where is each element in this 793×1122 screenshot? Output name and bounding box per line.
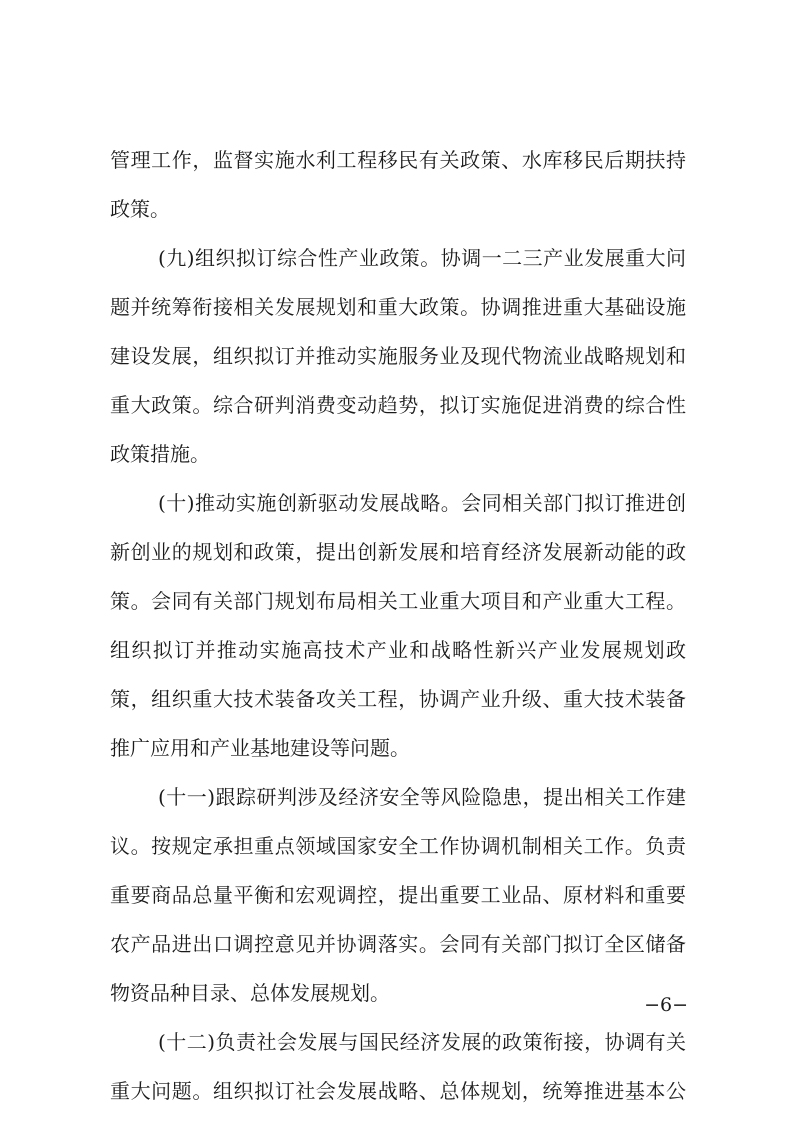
text-line: (十一)跟踪研判涉及经济安全等风险隐患，提出相关工作建 (158, 785, 686, 809)
text-line: 建设发展，组织拟订并推动实施服务业及现代物流业战略规划和 (110, 344, 686, 368)
text-line: 新创业的规划和政策，提出创新发展和培育经济发展新动能的政 (110, 540, 686, 564)
text-line: 农产品进出口调控意见并协调落实。会同有关部门拟订全区储备 (110, 932, 686, 956)
text-line: 管理工作，监督实施水利工程移民有关政策、水库移民后期扶持 (110, 148, 686, 172)
text-line: 题并统筹衔接相关发展规划和重大政策。协调推进重大基础设施 (110, 295, 686, 319)
paragraph (110, 234, 686, 479)
text-line: 政策措施。 (110, 442, 210, 466)
paragraph (110, 136, 686, 234)
text-line: 重大政策。综合研判消费变动趋势，拟订实施促进消费的综合性 (110, 393, 686, 417)
body-text (110, 136, 686, 1116)
paragraph (110, 773, 686, 1018)
text-line: 政策。 (110, 197, 170, 221)
paragraph (110, 479, 686, 773)
text-line: 重大问题。组织拟订社会发展战略、总体规划，统筹推进基本公 (110, 1079, 686, 1103)
page-number: −6− (644, 994, 688, 1016)
text-line: 议。按规定承担重点领域国家安全工作协调机制相关工作。负责 (110, 834, 686, 858)
text-line: (九)组织拟订综合性产业政策。协调一二三产业发展重大问 (158, 246, 686, 270)
text-line: (十二)负责社会发展与国民经济发展的政策衔接，协调有关 (158, 1030, 686, 1054)
text-line: 组织拟订并推动实施高技术产业和战略性新兴产业发展规划政 (110, 638, 686, 662)
text-line: 策。会同有关部门规划布局相关工业重大项目和产业重大工程。 (110, 589, 686, 613)
text-line: 策，组织重大技术装备攻关工程，协调产业升级、重大技术装备 (110, 687, 686, 711)
text-line: 物资品种目录、总体发展规划。 (110, 981, 390, 1005)
text-line: (十)推动实施创新驱动发展战略。会同相关部门拟订推进创 (158, 491, 686, 515)
paragraph (110, 1018, 686, 1116)
text-line: 重要商品总量平衡和宏观调控，提出重要工业品、原材料和重要 (110, 883, 686, 907)
text-line: 推广应用和产业基地建设等问题。 (110, 736, 410, 760)
